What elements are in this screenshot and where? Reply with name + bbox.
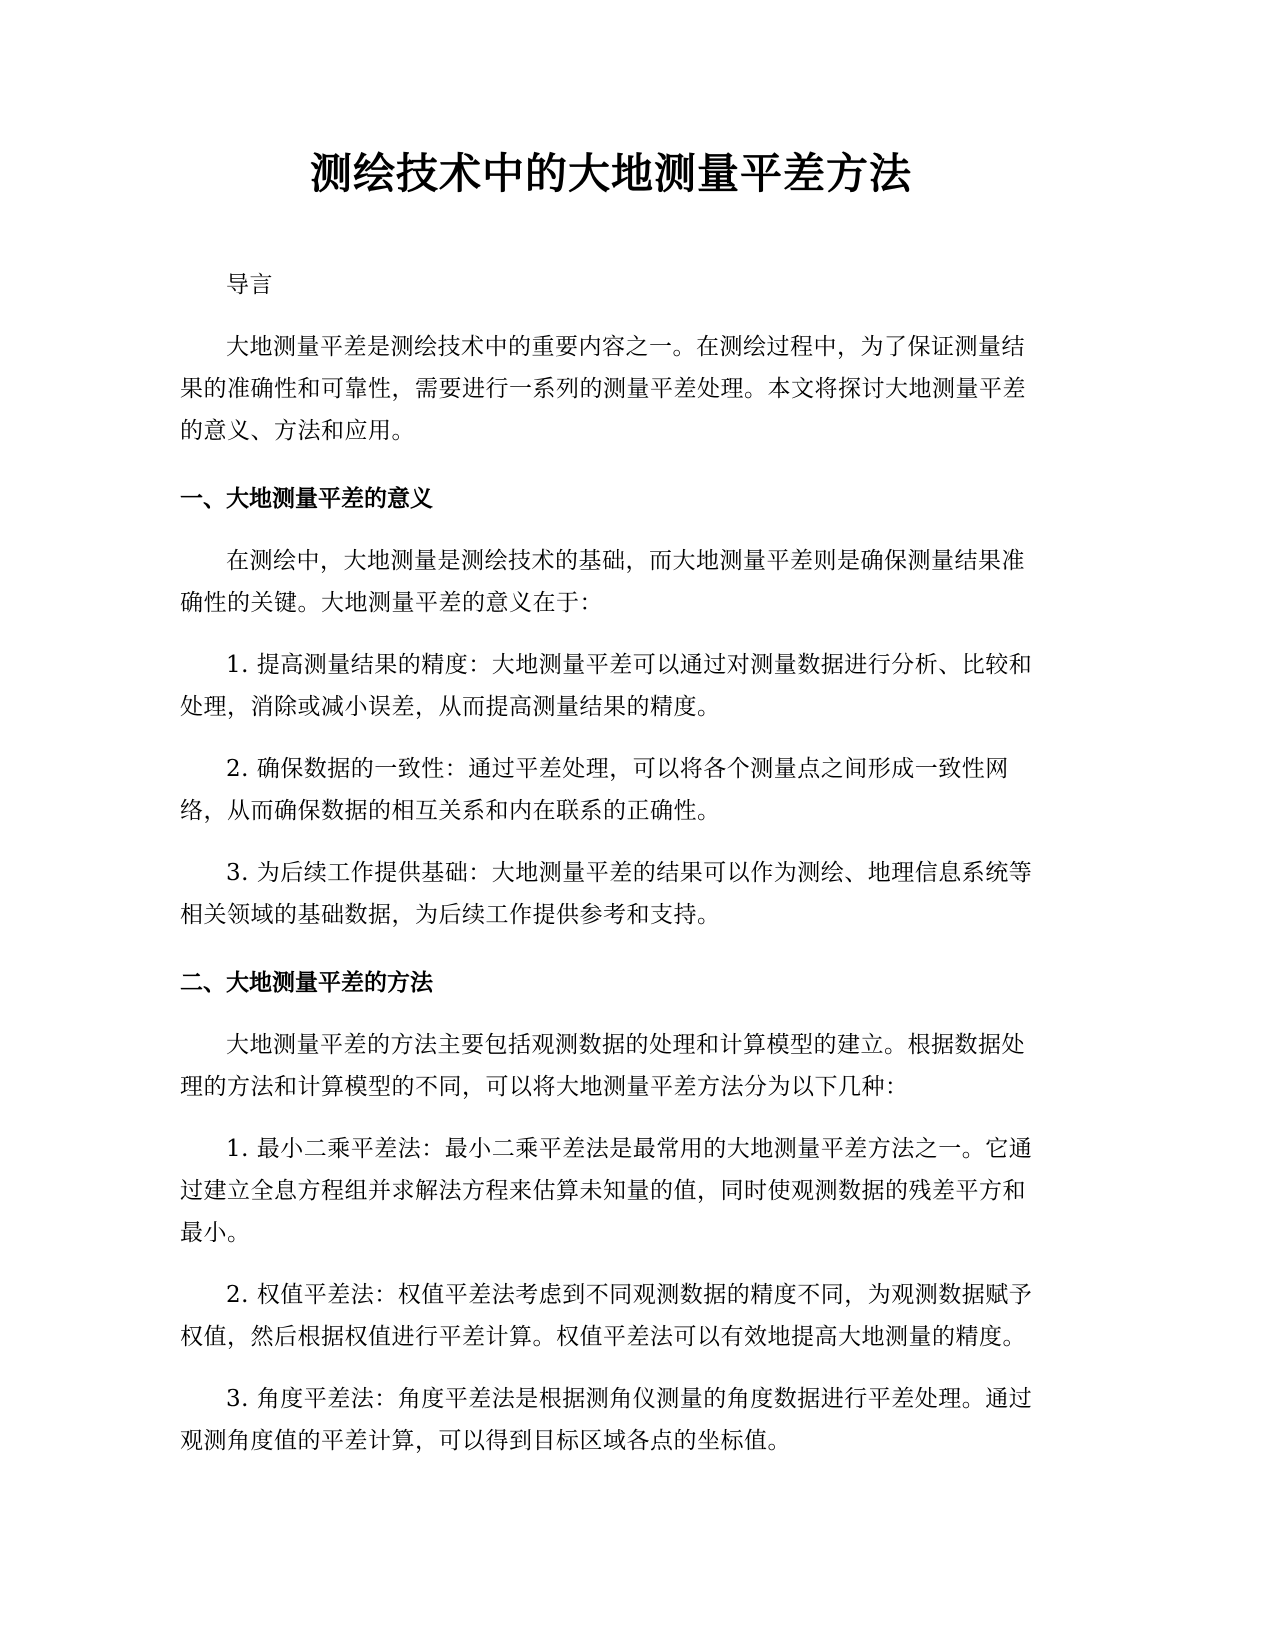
list-item-precision: 1. 提高测量结果的精度：大地测量平差可以通过对测量数据进行分析、比较和处理，消除或减小误差，从而提高测量结果的精度。 <box>180 652 1033 720</box>
document-title: 测绘技术中的大地测量平差方法 <box>309 149 912 198</box>
intro-label: 导言 <box>226 272 273 298</box>
section-heading-methods: 二、大地测量平差的方法 <box>180 970 433 996</box>
section-heading-significance: 一、大地测量平差的意义 <box>180 486 433 512</box>
section-methods-paragraph: 大地测量平差的方法主要包括观测数据的处理和计算模型的建立。根据数据处理的方法和计算模型的不同，可以将大地测量平差方法分为以下几种： <box>180 1032 1025 1100</box>
document-page <box>180 140 1042 1462</box>
list-item-weighted: 2. 权值平差法：权值平差法考虑到不同观测数据的精度不同，为观测数据赋予权值，然后根据权值进行平差计算。权值平差法可以有效地提高大地测量的精度。 <box>180 1282 1033 1350</box>
list-item-least-squares: 1. 最小二乘平差法：最小二乘平差法是最常用的大地测量平差方法之一。它通过建立全息方程组并求解法方程来估算未知量的值，同时使观测数据的残差平方和最小。 <box>180 1136 1033 1246</box>
section-significance-paragraph: 在测绘中，大地测量是测绘技术的基础，而大地测量平差则是确保测量结果准确性的关键。大地测量平差的意义在于： <box>180 548 1025 616</box>
intro-paragraph: 大地测量平差是测绘技术中的重要内容之一。在测绘过程中，为了保证测量结果的准确性和可靠性，需要进行一系列的测量平差处理。本文将探讨大地测量平差的意义、方法和应用。 <box>180 334 1026 444</box>
list-item-foundation: 3. 为后续工作提供基础：大地测量平差的结果可以作为测绘、地理信息系统等相关领域的基础数据，为后续工作提供参考和支持。 <box>180 860 1033 928</box>
list-item-angle: 3. 角度平差法：角度平差法是根据测角仪测量的角度数据进行平差处理。通过观测角度值的平差计算，可以得到目标区域各点的坐标值。 <box>180 1386 1033 1454</box>
list-item-consistency: 2. 确保数据的一致性：通过平差处理，可以将各个测量点之间形成一致性网络，从而确保数据的相互关系和内在联系的正确性。 <box>180 756 1009 824</box>
